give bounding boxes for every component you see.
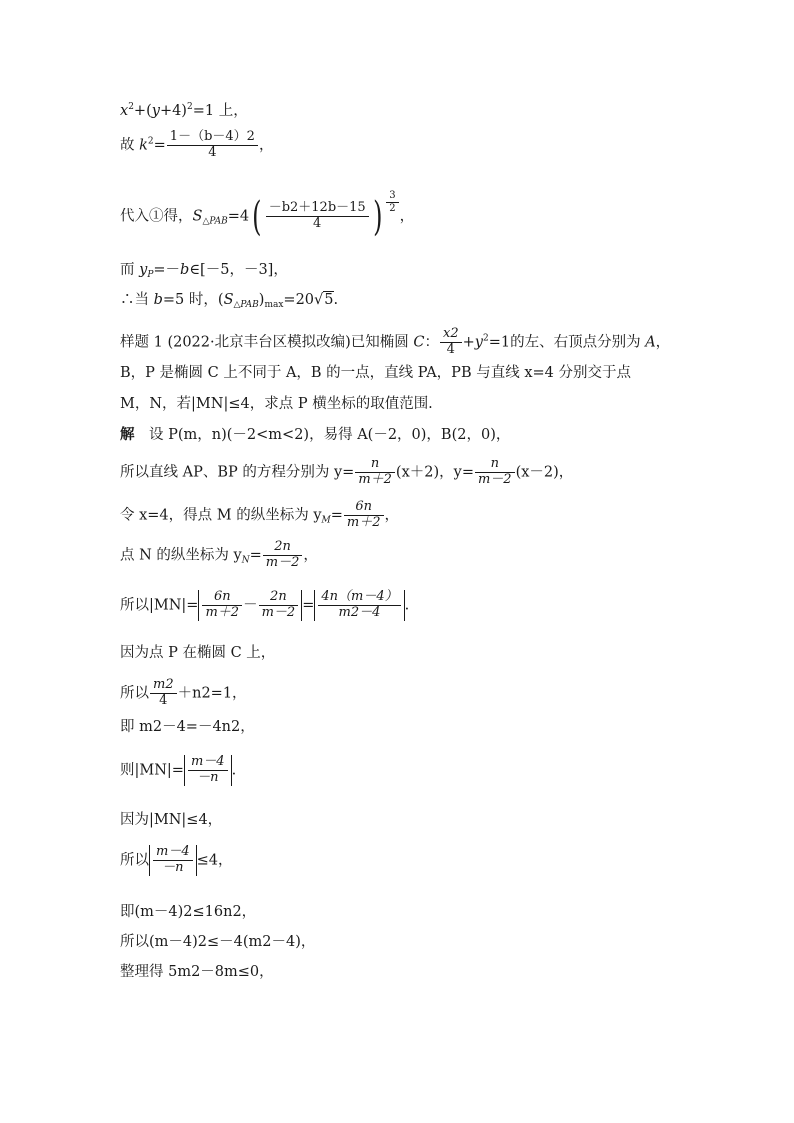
text: +4) [159,103,187,119]
text: =5 时，( [162,292,224,308]
var: y [474,334,483,351]
denominator: －n [162,859,184,875]
text: 故 [120,137,140,154]
text: (x＋2)，y= [395,464,474,481]
text: . [231,762,237,779]
text: 则|MN|= [120,762,184,779]
solution-label: 解 [120,426,135,443]
solution-line-8: 即 m2－4=－4n2， [120,719,255,735]
solution-line-4 [120,540,318,571]
problem-line-2: B，P 是椭圆 C 上不同于 A，B 的一点，直线 PA，PB 与直线 x=4 分别交于点 [120,365,631,381]
text: 样题 1 (2022·北京丰台区模拟改编)已知椭圆 [120,334,414,351]
exp: 2 [482,333,489,344]
text: ∴当 [120,292,154,308]
var: x [120,103,129,119]
text: 所以 [120,852,149,869]
text: － [243,597,258,614]
denominator: m－2 [261,604,296,620]
fraction [153,845,193,876]
text: = [302,597,315,614]
fraction [259,590,299,621]
denominator: m－2 [265,554,300,570]
absolute-value [198,590,302,621]
exp: 2 [128,102,134,112]
numerator: m－4 [188,755,228,771]
text: =20 [283,292,315,308]
numerator: n [355,457,395,473]
numerator: 4n（m－4） [318,590,400,606]
numerator: m2 [150,678,177,694]
denominator: m＋2 [205,604,240,620]
denominator: 4 [446,341,455,357]
text: 而 [120,262,140,278]
text: 点 N 的纵坐标为 y [120,547,242,564]
fraction [344,500,384,531]
var: b [153,292,163,308]
text: 所以直线 AP、BP 的方程分别为 y= [120,464,355,481]
subscript: max [264,300,284,310]
text: =4 [227,208,250,225]
var: b [180,262,190,278]
problem-line-3: M，N，若|MN|≤4，求点 P 横坐标的取值范围. [120,396,433,412]
solution-line-14: 整理得 5m2－8m≤0， [120,964,274,980]
solution-line-10: 因为|MN|≤4， [120,812,223,828]
solution-line-12: 即(m－4)2≤16n2， [120,904,257,920]
text: 代入①得， [120,208,193,225]
fraction [167,130,258,161]
numerator: 6n [202,590,242,606]
text: =1 上， [192,103,248,119]
equation-line-3: 代入①得，$S_{\triangle PAB}=4$( $\frac{-b2+12b-15}{4}$ ) $\frac{3}{2}$ ， [120,190,415,240]
text: = [153,137,166,154]
numerator: 2n [263,540,303,556]
fraction [150,678,177,709]
denominator: m－2 [477,471,512,487]
numerator: 6n [344,500,384,516]
var: y [139,262,148,278]
fraction [475,457,515,488]
text: . [333,292,339,308]
text: . [404,597,410,614]
fraction [202,590,242,621]
text: ∈[－5，－3]， [189,262,288,278]
fraction [188,755,228,786]
text: 设 P(m，n)(－2<m<2)，易得 A(－2，0)，B(2，0)， [134,427,511,443]
solution-line-11 [120,845,232,876]
fraction [318,590,400,621]
text: = [249,547,262,564]
fraction [266,201,369,232]
denominator: 2 [389,202,396,214]
exp: 2 [186,102,193,112]
absolute-value [184,755,232,786]
solution-line-2 [120,457,573,488]
equation-line-2 [120,130,273,161]
numerator: n [475,457,515,473]
text: 所以 [120,685,149,702]
numerator: x2 [440,327,462,343]
fraction [355,457,395,488]
numerator: 1－（b－4）2 [167,130,258,146]
text: = [330,507,343,524]
text: ， [655,334,671,351]
text: ) [258,292,265,308]
solution-line-5 [120,590,409,621]
text: ， [399,208,415,225]
var: S [192,208,203,225]
solution-line-7 [120,678,247,709]
fraction [263,540,303,571]
solution-line-1 [120,428,510,443]
text: =－ [153,262,181,278]
text: + [462,334,475,351]
text: ： [424,334,439,351]
solution-line-6: 因为点 P 在椭圆 C 上， [120,645,276,661]
text: =1的左、右顶点分别为 [488,334,646,351]
solution-line-3 [120,500,399,531]
subscript: M [321,515,331,526]
var: C [413,334,425,351]
text: ≤4， [196,852,233,869]
text: 所以|MN|= [120,597,199,614]
numerator: 2n [259,590,299,606]
var: y [151,103,160,119]
text: ， [303,547,318,564]
text: ， [258,137,274,154]
numerator: 3 [386,190,398,203]
numerator: －b2＋12b－15 [266,201,369,217]
radicand: 5 [324,292,334,308]
exp: 2 [147,136,154,147]
text: (x－2)， [515,464,574,481]
denominator: 4 [313,216,322,231]
equation-line-5 [120,293,338,308]
denominator: －n [197,769,219,785]
numerator: m－4 [153,845,193,861]
text: +( [133,103,152,119]
denominator: 4 [208,144,217,160]
var: A [645,334,656,351]
subscript: △PAB [202,216,228,227]
equation-line-1 [120,104,248,119]
denominator: 4 [159,692,168,708]
var: k [139,137,148,154]
denominator: m2－4 [338,604,381,620]
denominator: m＋2 [358,471,392,487]
text: ＋n2=1， [177,685,247,702]
subscript: N [241,555,250,566]
problem-line-1 [120,327,670,358]
text: 令 x=4，得点 M 的纵坐标为 y [120,507,322,524]
subscript: P [147,270,154,280]
subscript: △PAB [233,300,259,310]
equation-line-4 [120,263,288,278]
sqrt-sign: √ [314,292,324,308]
denominator: m＋2 [346,514,381,530]
var: S [223,292,234,308]
solution-line-9 [120,755,236,786]
text: ， [384,507,400,524]
absolute-value [314,590,404,621]
absolute-value [149,845,197,876]
fraction [440,327,462,358]
exponent-fraction [386,190,398,214]
solution-line-13: 所以(m－4)2≤－4(m2－4)， [120,934,316,950]
